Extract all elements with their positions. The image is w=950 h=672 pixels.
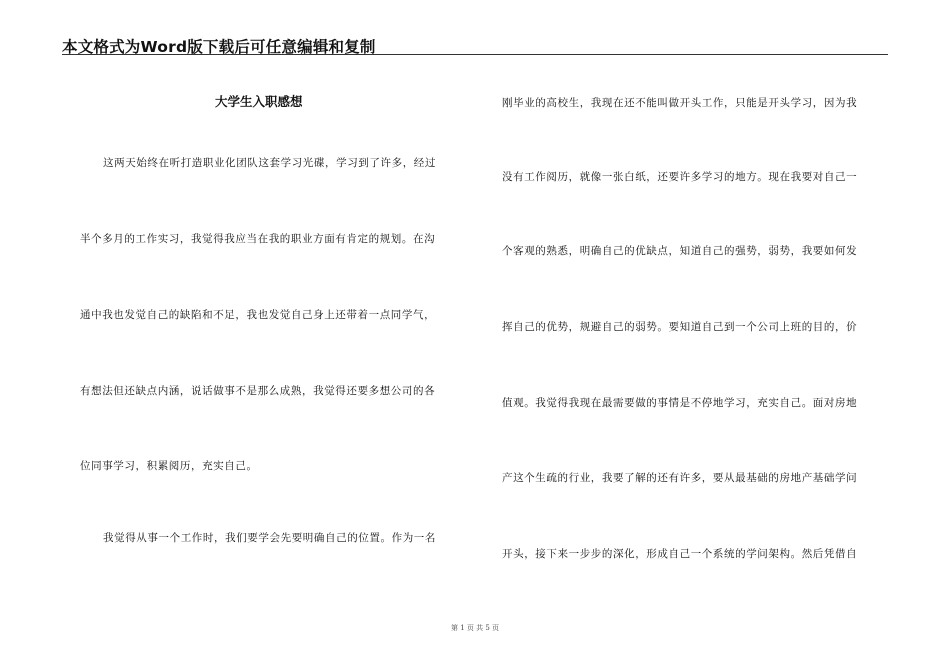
body-line: 个客观的熟悉，明确自己的优缺点，知道自己的强势，弱势，我要如何发 xyxy=(502,245,858,257)
body-line: 这两天始终在听打造职业化团队这套学习光碟，学习到了许多，经过 xyxy=(103,157,436,169)
body-line: 挥自己的优势，规避自己的弱势。要知道自己到一个公司上班的目的，价 xyxy=(502,321,858,333)
body-line: 产这个生疏的行业，我要了解的还有许多，要从最基础的房地产基础学问 xyxy=(502,472,858,484)
body-line: 没有工作阅历，就像一张白纸，还要许多学习的地方。现在我要对自己一 xyxy=(502,171,858,183)
document-title: 大学生入职感想 xyxy=(215,94,303,109)
body-line: 位同事学习，积累阅历，充实自己。 xyxy=(80,460,258,472)
header-title: 本文格式为Word版下载后可任意编辑和复制 xyxy=(62,38,376,56)
page-footer: 第 1 页 共 5 页 xyxy=(450,624,500,632)
body-line: 我觉得从事一个工作时，我们要学会先要明确自己的位置。作为一名 xyxy=(103,532,436,544)
body-line: 开头，接下来一步步的深化，形成自己一个系统的学问架构。然后凭借自 xyxy=(502,548,858,560)
body-line: 通中我也发觉自己的缺陷和不足，我也发觉自己身上还带着一点同学气， xyxy=(80,309,436,321)
body-line: 有想法但还缺点内涵，说话做事不是那么成熟，我觉得还要多想公司的各 xyxy=(80,385,436,397)
page-header xyxy=(62,30,888,55)
body-line: 半个多月的工作实习，我觉得我应当在我的职业方面有肯定的规划。在沟 xyxy=(80,233,436,245)
body-line: 值观。我觉得我现在最需要做的事情是不停地学习，充实自己。面对房地 xyxy=(502,397,858,409)
body-line: 刚毕业的高校生，我现在还不能叫做开头工作，只能是开头学习，因为我 xyxy=(502,97,858,109)
